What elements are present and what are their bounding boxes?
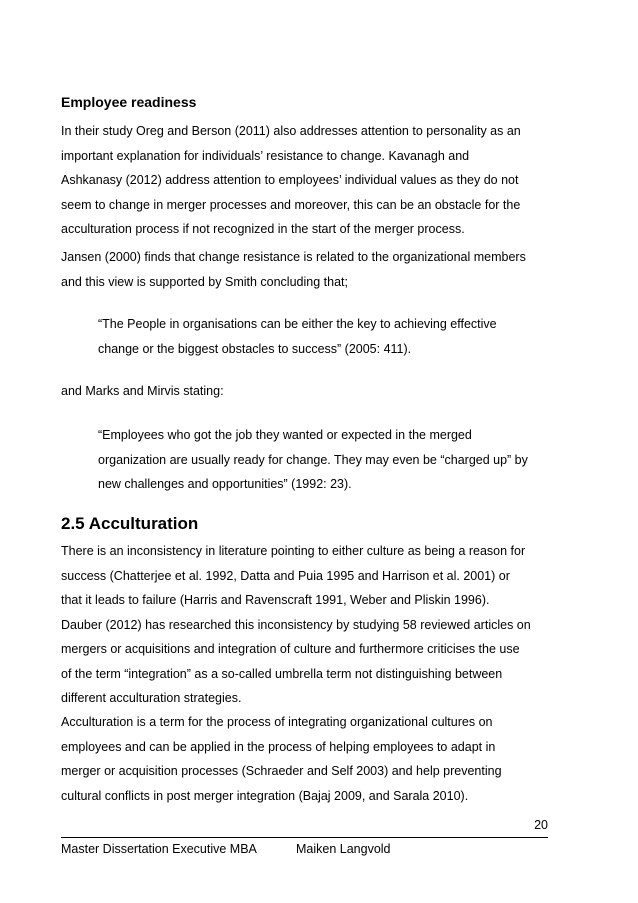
paragraph-4 bbox=[61, 539, 581, 711]
footer-left-text: Master Dissertation Executive MBA bbox=[61, 842, 257, 856]
quote-line: “The People in organisations can be either the key to achieving effective bbox=[98, 317, 497, 331]
quote-line: “Employees who got the job they wanted or expected in the merged bbox=[98, 428, 472, 442]
paragraph-line: Ashkanasy (2012) address attention to employees’ individual values as they do not bbox=[61, 173, 519, 187]
paragraph-line: acculturation process if not recognized in the start of the merger process. bbox=[61, 222, 465, 236]
quote-line: organization are usually ready for change. They may even be “charged up” by bbox=[98, 452, 528, 467]
footer-divider bbox=[61, 837, 548, 838]
blockquote-1 bbox=[98, 312, 568, 361]
paragraph-3 bbox=[61, 379, 581, 404]
footer-right-text: Maiken Langvold bbox=[296, 842, 391, 856]
section-heading-acculturation: 2.5 Acculturation bbox=[61, 514, 199, 533]
blockquote-2 bbox=[98, 423, 568, 497]
paragraph-line: seem to change in merger processes and moreover, this can be an obstacle for the bbox=[61, 197, 521, 212]
paragraph-line: Jansen (2000) finds that change resistance is related to the organizational members bbox=[61, 250, 526, 264]
paragraph-line: different acculturation strategies. bbox=[61, 691, 242, 705]
paragraph-line: mergers or acquisitions and integration of culture and furthermore criticises the use bbox=[61, 642, 520, 656]
paragraph-1 bbox=[61, 119, 581, 242]
page-number: 20 bbox=[534, 818, 548, 832]
quote-line: change or the biggest obstacles to success” (2005: 411). bbox=[98, 341, 412, 356]
paragraph-line: and Marks and Mirvis stating: bbox=[61, 384, 224, 398]
paragraph-line: In their study Oreg and Berson (2011) also addresses attention to personality as an bbox=[61, 124, 521, 138]
paragraph-line: important explanation for individuals’ resistance to change. Kavanagh and bbox=[61, 148, 470, 163]
paragraph-line: Dauber (2012) has researched this inconsistency by studying 58 reviewed articles on bbox=[61, 617, 531, 632]
quote-line: new challenges and opportunities” (1992: 23). bbox=[98, 477, 352, 491]
paragraph-line: and this view is supported by Smith concluding that; bbox=[61, 274, 348, 289]
paragraph-line: that it leads to failure (Harris and Ravenscraft 1991, Weber and Pliskin 1996). bbox=[61, 593, 490, 607]
paragraph-line: employees and can be applied in the process of helping employees to adapt in bbox=[61, 739, 496, 754]
paragraph-line: There is an inconsistency in literature pointing to either culture as being a reason for bbox=[61, 544, 526, 558]
paragraph-5 bbox=[61, 710, 581, 808]
paragraph-line: Acculturation is a term for the process of integrating organizational cultures on bbox=[61, 715, 493, 729]
paragraph-line: of the term “integration” as a so-called umbrella term not distinguishing between bbox=[61, 666, 503, 681]
paragraph-line: cultural conflicts in post merger integration (Bajaj 2009, and Sarala 2010). bbox=[61, 788, 469, 803]
paragraph-2 bbox=[61, 245, 581, 294]
section-heading-employee-readiness: Employee readiness bbox=[61, 94, 197, 110]
paragraph-line: merger or acquisition processes (Schraeder and Self 2003) and help preventing bbox=[61, 764, 502, 778]
paragraph-line: success (Chatterjee et al. 1992, Datta and Puia 1995 and Harrison et al. 2001) or bbox=[61, 568, 510, 583]
